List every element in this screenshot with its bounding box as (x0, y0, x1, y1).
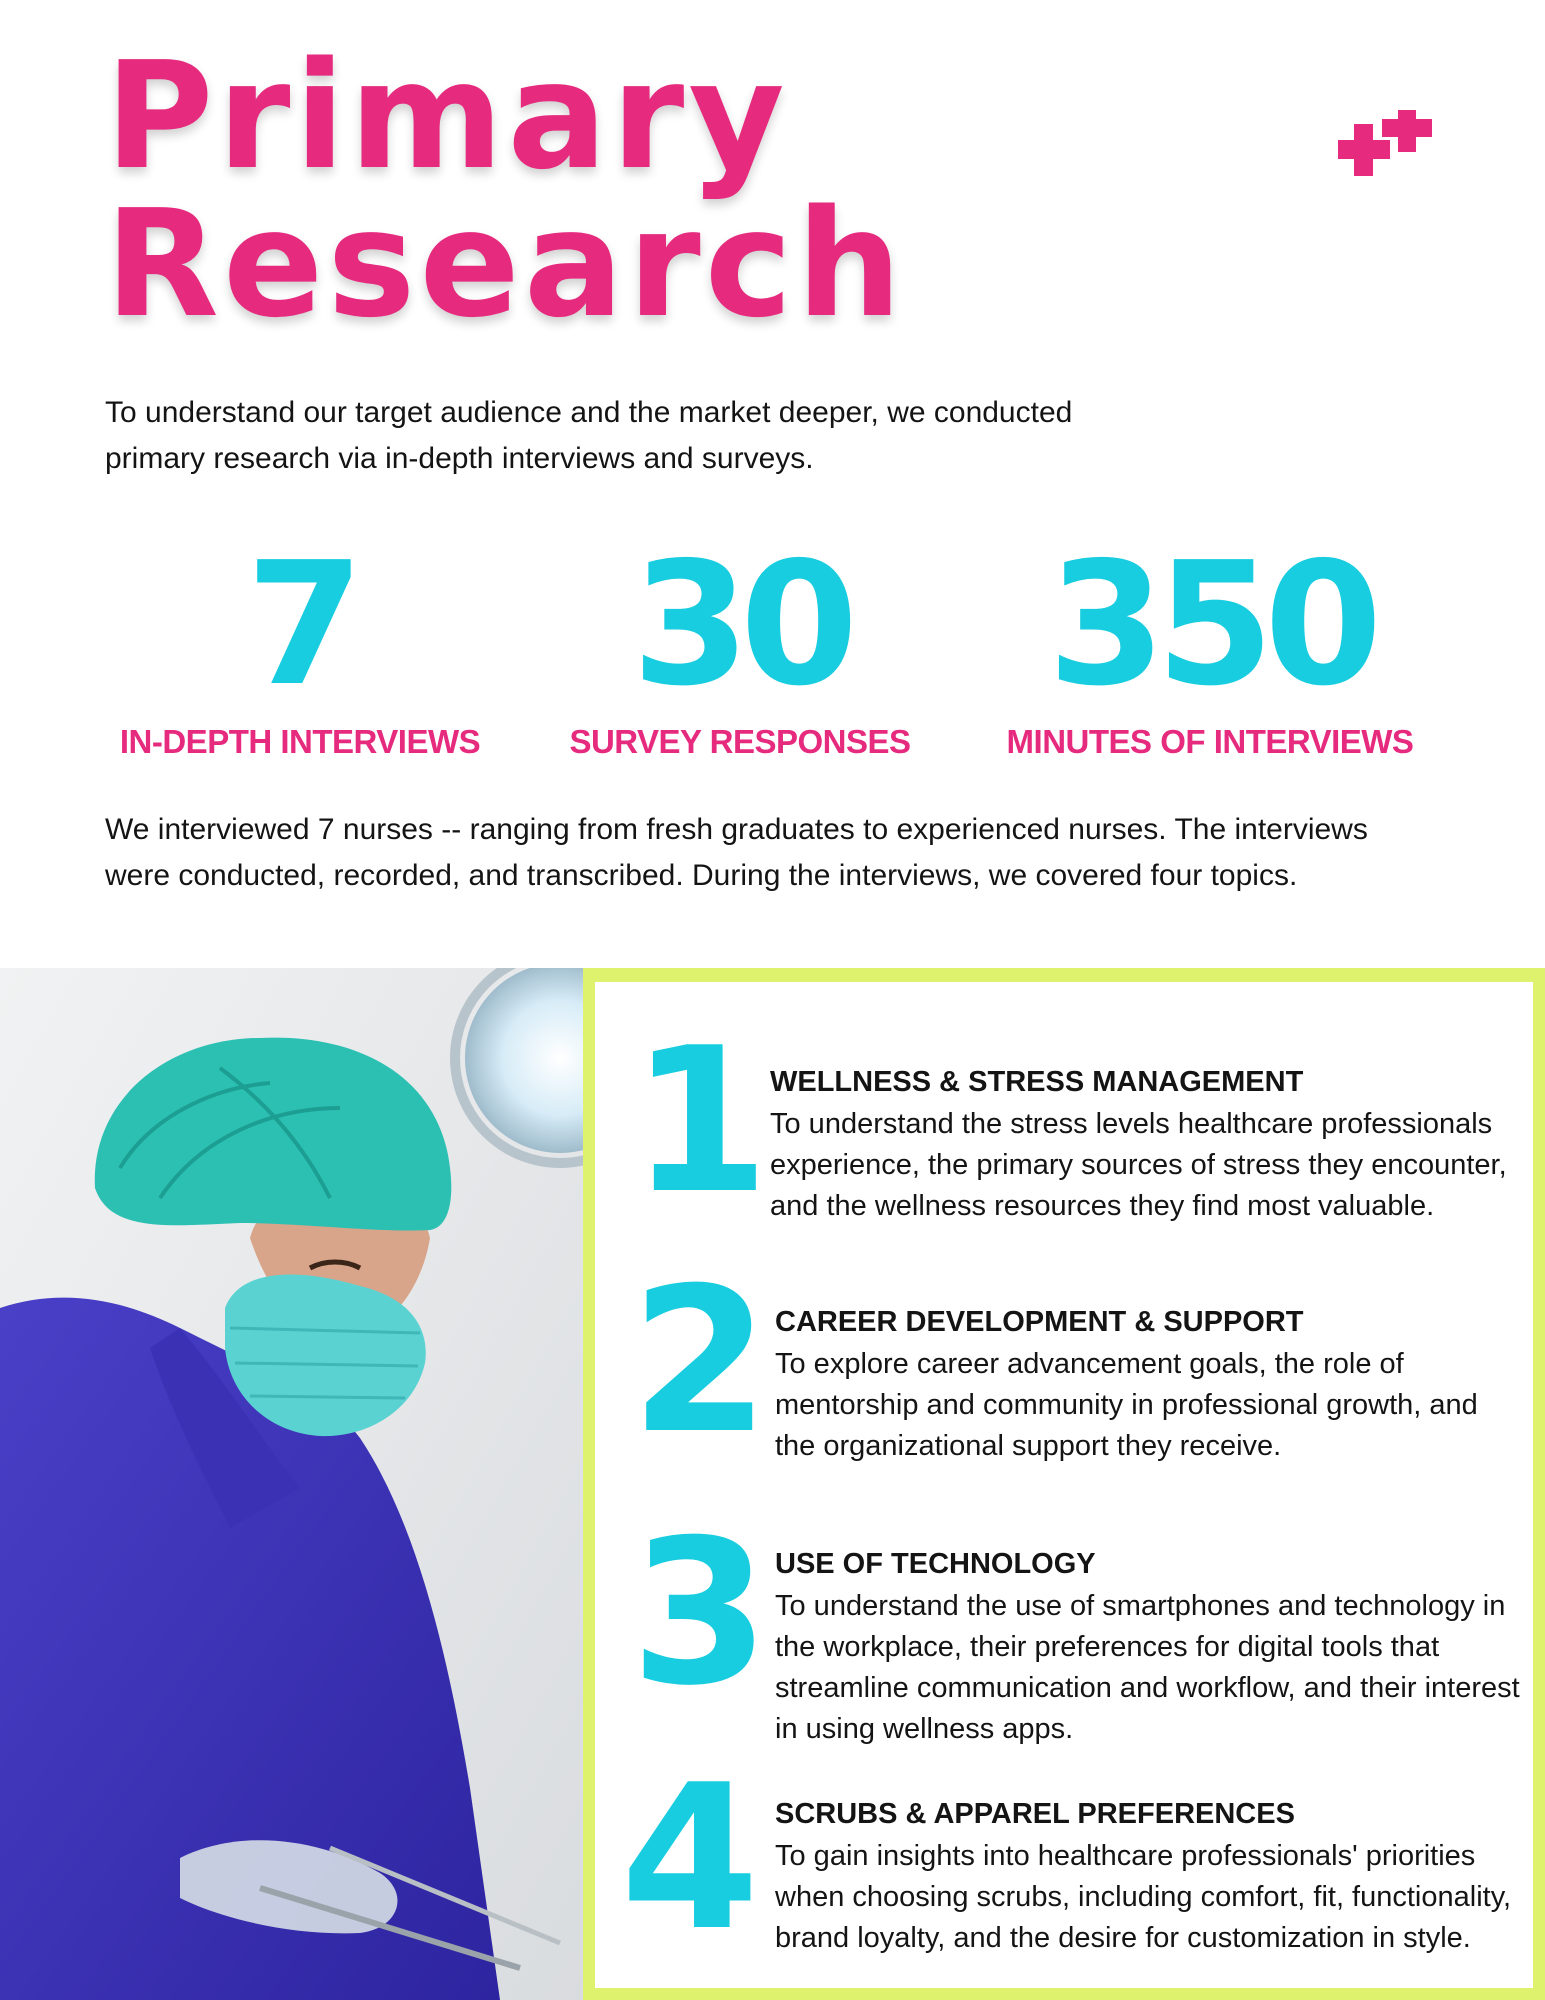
double-plus-icon (1338, 110, 1438, 210)
summary-paragraph: We interviewed 7 nurses -- ranging from fresh graduates to experienced nurses. The interviews were conducted, recorded, and transcribed. During the interviews, we covered four topics. (105, 813, 1368, 892)
topic-description: To understand the stress levels healthcare professionals experience, the primary sources of stress they encounter, and the wellness resources they find most valuable. (770, 1108, 1507, 1222)
topic-number: 2 (630, 1245, 770, 1478)
topic-description: To gain insights into healthcare professionals' priorities when choosing scrubs, including comfort, fit, functionality, brand loyalty, and the desire for customization in style. (775, 1840, 1512, 1954)
topic-title: CAREER DEVELOPMENT & SUPPORT (775, 1306, 1304, 1338)
stats-row (95, 526, 1475, 760)
stat-number: 350 (1047, 526, 1373, 724)
topics-panel (583, 968, 1545, 2000)
title-line-2: Research (105, 178, 906, 350)
title-line-1: Primary (105, 30, 789, 202)
topic-text (770, 1062, 1520, 1227)
stat-label: SURVEY RESPONSES (569, 723, 911, 760)
stat-minutes (980, 526, 1440, 762)
topic-number: 1 (630, 1005, 770, 1238)
topic-text (775, 1302, 1525, 1467)
stat-number: 30 (631, 526, 849, 724)
stat-label: IN-DEPTH INTERVIEWS (119, 723, 481, 760)
topic-text (775, 1794, 1525, 1959)
topic-title: USE OF TECHNOLOGY (775, 1548, 1096, 1580)
page-title (105, 30, 906, 350)
topic-title: SCRUBS & APPAREL PREFERENCES (775, 1798, 1295, 1830)
stat-number: 7 (245, 526, 355, 724)
intro-text: To understand our target audience and the market deeper, we conducted primary research via in-depth interviews and surveys. (105, 396, 1073, 475)
nurse-illustration (0, 968, 583, 2000)
topic-description: To understand the use of smartphones and technology in the workplace, their preferences for digital tools that streamline communication and workflow, and their interest in using wellness apps. (775, 1590, 1520, 1745)
topic-description: To explore career advancement goals, the role of mentorship and community in professional growth, and the organizational support they receive. (775, 1348, 1478, 1462)
topic-number: 3 (630, 1497, 770, 1730)
topic-number: 4 (620, 1742, 760, 1975)
topic-title: WELLNESS & STRESS MANAGEMENT (770, 1066, 1304, 1098)
topic-text (775, 1544, 1525, 1750)
nurse-photo (0, 968, 583, 2000)
stat-interviews (95, 526, 505, 762)
topics-list (595, 982, 1533, 1988)
stat-label: MINUTES OF INTERVIEWS (1006, 723, 1414, 760)
stat-survey (555, 526, 925, 762)
